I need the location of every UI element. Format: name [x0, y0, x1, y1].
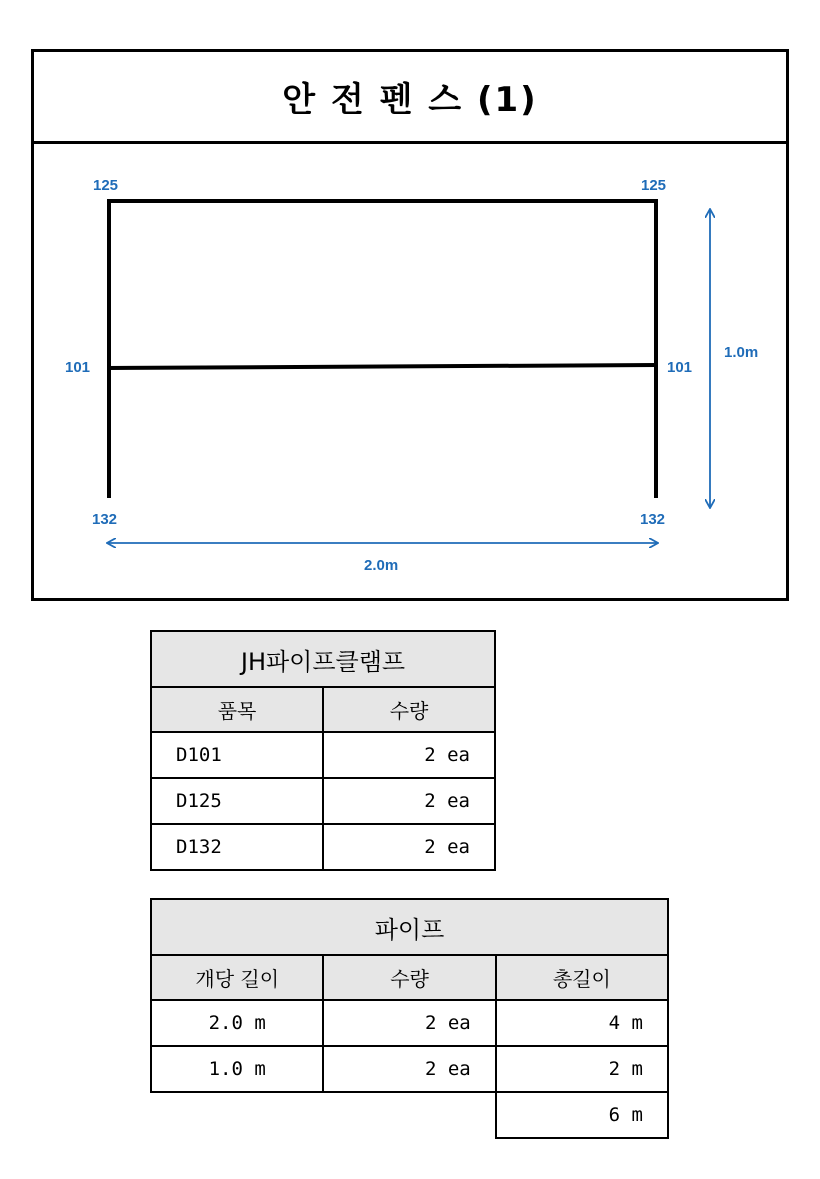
clamp-label-top-left: 125 [93, 177, 119, 194]
pipe-unit-length: 1.0 m [151, 1046, 323, 1092]
clamp-item: D101 [151, 732, 323, 778]
clamp-header-qty: 수량 [323, 687, 495, 732]
pipe-total-length: 2 m [496, 1046, 668, 1092]
table-row [151, 1000, 668, 1046]
clamp-label-mid-right: 101 [667, 359, 693, 376]
pipe-header-qty: 수량 [323, 955, 495, 1000]
middle-rail [108, 365, 657, 368]
height-dimension-label: 1.0m [724, 344, 759, 361]
clamp-label-top-right: 125 [641, 177, 667, 194]
clamp-label-bottom-right: 132 [640, 511, 666, 528]
clamp-qty: 2 ea [323, 778, 495, 824]
table-row [151, 1046, 668, 1092]
clamp-label-bottom-left: 132 [92, 511, 118, 528]
clamp-item: D132 [151, 824, 323, 870]
fence-diagram [34, 52, 786, 598]
pipe-qty: 2 ea [323, 1000, 495, 1046]
table-row [151, 732, 495, 778]
pipe-total-length: 4 m [496, 1000, 668, 1046]
drawing-frame [31, 49, 789, 601]
clamp-header-item: 품목 [151, 687, 323, 732]
pipe-unit-length: 2.0 m [151, 1000, 323, 1046]
clamp-table [150, 630, 496, 871]
table-row-total [151, 1092, 668, 1138]
pipe-header-unit-length: 개당 길이 [151, 955, 323, 1000]
table-row [151, 778, 495, 824]
page-title: 안 전 펜 스 (1) [34, 52, 786, 144]
clamp-item: D125 [151, 778, 323, 824]
pipe-table [150, 898, 669, 1139]
pipe-qty: 2 ea [323, 1046, 495, 1092]
pipe-table-title: 파이프 [151, 899, 668, 955]
clamp-table-title: JH파이프클램프 [151, 631, 495, 687]
pipe-grand-total: 6 m [496, 1092, 668, 1138]
pipe-header-total-length: 총길이 [496, 955, 668, 1000]
clamp-label-mid-left: 101 [65, 359, 91, 376]
clamp-qty: 2 ea [323, 824, 495, 870]
width-dimension-label: 2.0m [364, 557, 399, 574]
clamp-qty: 2 ea [323, 732, 495, 778]
table-row [151, 824, 495, 870]
